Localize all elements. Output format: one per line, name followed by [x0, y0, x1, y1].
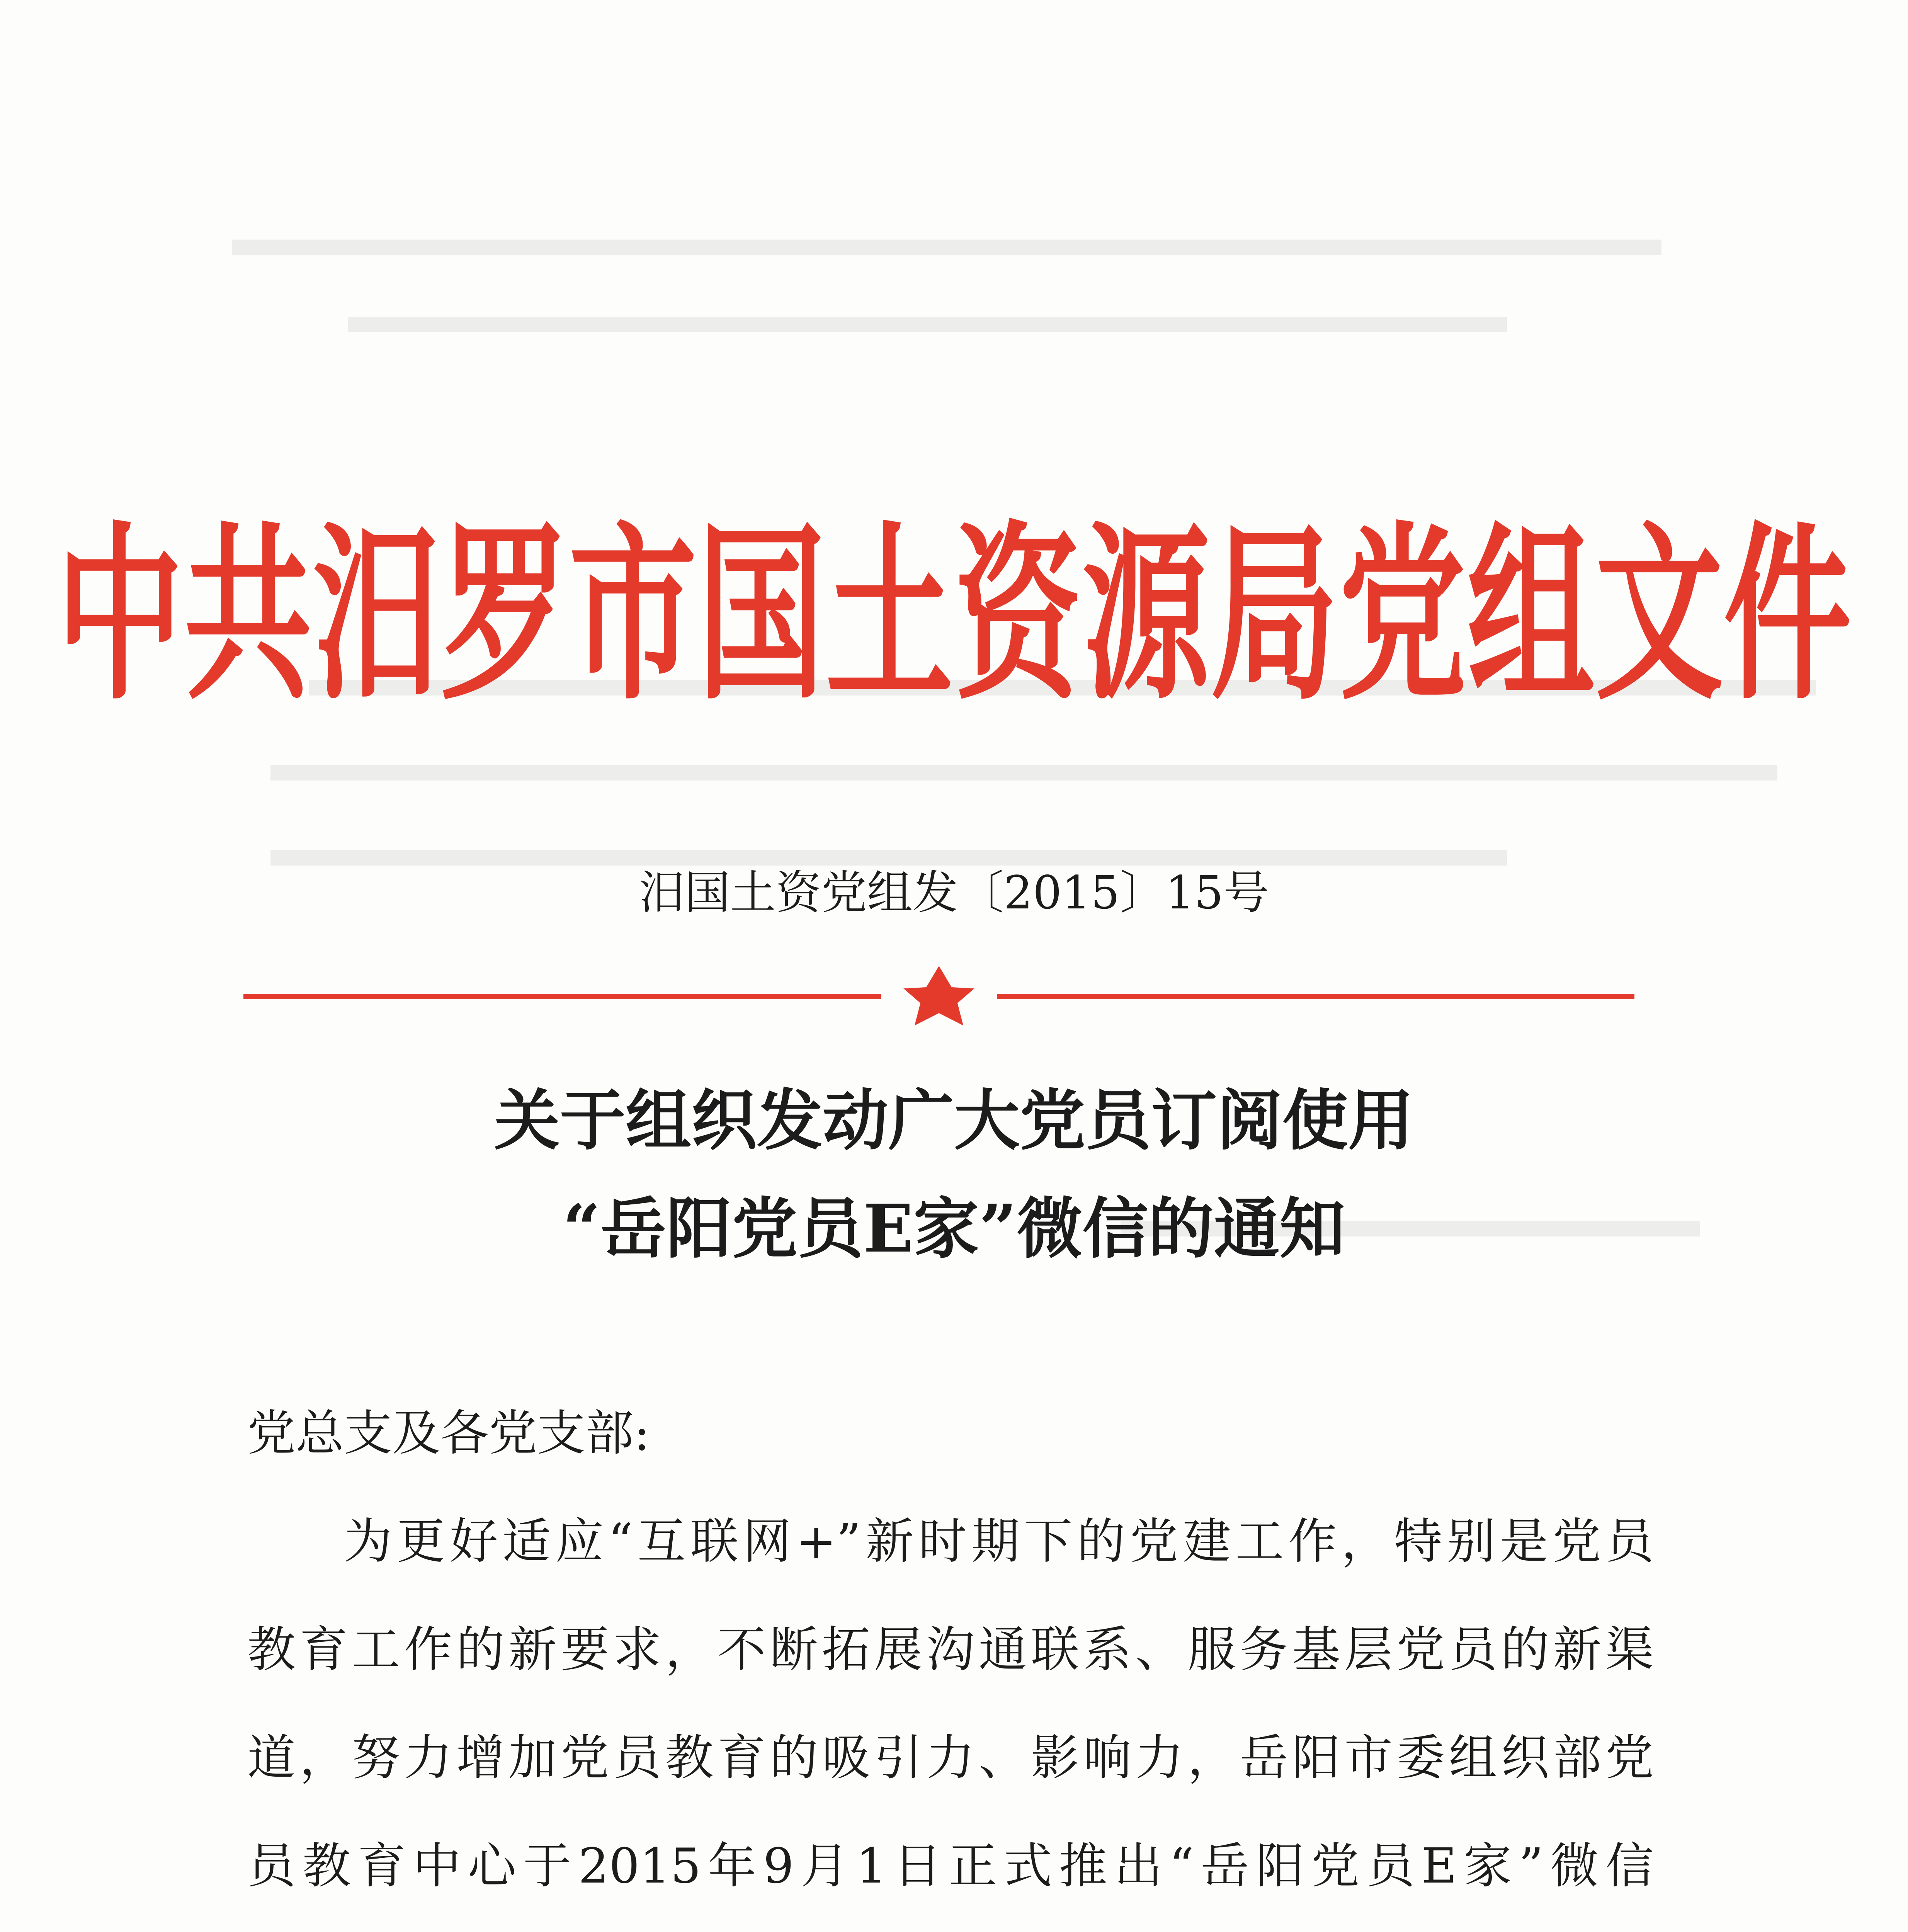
notice-body [247, 1379, 1654, 1932]
paragraph-1-line-4: 员教育中心于2015年9月1日正式推出“岳阳党员E家”微信 [247, 1838, 1654, 1894]
notice-title-line-2: “岳阳党员E家”微信的通知 [563, 1190, 1345, 1267]
paragraph-1-line-2: 教育工作的新要求，不断拓展沟通联系、服务基层党员的新渠 [247, 1622, 1654, 1678]
notice-title-line-1: 关于组织发动广大党员订阅使用 [494, 1082, 1414, 1159]
paragraph-1-line-3: 道，努力增加党员教育的吸引力、影响力，岳阳市委组织部党 [247, 1730, 1654, 1786]
document-number: 汨国土资党组发〔2015〕15号 [639, 866, 1269, 919]
salutation: 党总支及各党支部: [247, 1405, 650, 1461]
paragraph-1-line-5 [247, 1920, 1654, 1932]
star-icon [903, 966, 974, 1026]
document-header-title: 中共汨罗市国土资源局党组文件 [56, 503, 1852, 726]
paragraph-1-line-1: 为更好适应“互联网+”新时期下的党建工作，特别是党员 [344, 1514, 1654, 1570]
red-divider-with-star [243, 966, 1634, 1028]
